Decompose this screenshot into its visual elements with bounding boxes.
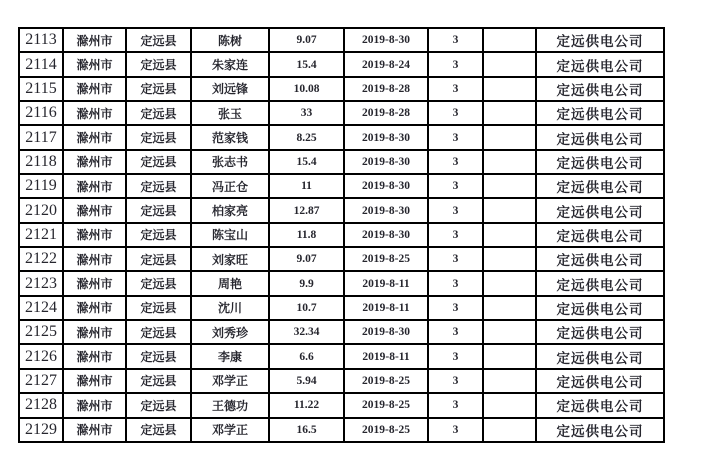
cell-count: 3 — [428, 77, 483, 101]
cell-amount: 9.07 — [269, 28, 344, 52]
cell-amount: 11.22 — [269, 393, 344, 417]
cell-county: 定远县 — [126, 369, 191, 393]
cell-count: 3 — [428, 150, 483, 174]
cell-person-name: 冯正仓 — [191, 174, 269, 198]
cell-county: 定远县 — [126, 125, 191, 149]
cell-person-name: 柏家亮 — [191, 198, 269, 222]
cell-date: 2019-8-30 — [344, 223, 428, 247]
cell-person-name: 陈宝山 — [191, 223, 269, 247]
cell-person-name: 王德功 — [191, 393, 269, 417]
cell-county: 定远县 — [126, 393, 191, 417]
cell-blank — [483, 198, 536, 222]
cell-date: 2019-8-30 — [344, 174, 428, 198]
cell-county: 定远县 — [126, 223, 191, 247]
cell-blank — [483, 101, 536, 125]
cell-county: 定远县 — [126, 198, 191, 222]
cell-city: 滁州市 — [63, 247, 126, 271]
cell-blank — [483, 28, 536, 52]
cell-company: 定远供电公司 — [536, 77, 664, 101]
cell-company: 定远供电公司 — [536, 28, 664, 52]
cell-row-number: 2128 — [19, 393, 63, 417]
cell-person-name: 张志书 — [191, 150, 269, 174]
cell-county: 定远县 — [126, 296, 191, 320]
cell-county: 定远县 — [126, 101, 191, 125]
cell-person-name: 刘远锋 — [191, 77, 269, 101]
cell-count: 3 — [428, 52, 483, 76]
cell-date: 2019-8-11 — [344, 271, 428, 295]
cell-city: 滁州市 — [63, 77, 126, 101]
cell-row-number: 2119 — [19, 174, 63, 198]
cell-amount: 11 — [269, 174, 344, 198]
cell-date: 2019-8-24 — [344, 52, 428, 76]
cell-city: 滁州市 — [63, 150, 126, 174]
cell-amount: 9.07 — [269, 247, 344, 271]
cell-city: 滁州市 — [63, 52, 126, 76]
table-row — [19, 320, 664, 344]
cell-row-number: 2123 — [19, 271, 63, 295]
cell-company: 定远供电公司 — [536, 101, 664, 125]
cell-county: 定远县 — [126, 320, 191, 344]
cell-person-name: 刘家旺 — [191, 247, 269, 271]
cell-company: 定远供电公司 — [536, 125, 664, 149]
cell-company: 定远供电公司 — [536, 271, 664, 295]
cell-county: 定远县 — [126, 77, 191, 101]
cell-city: 滁州市 — [63, 393, 126, 417]
cell-company: 定远供电公司 — [536, 198, 664, 222]
records-table-body — [19, 28, 664, 442]
cell-city: 滁州市 — [63, 418, 126, 443]
cell-row-number: 2127 — [19, 369, 63, 393]
cell-county: 定远县 — [126, 52, 191, 76]
cell-blank — [483, 174, 536, 198]
cell-company: 定远供电公司 — [536, 223, 664, 247]
cell-row-number: 2117 — [19, 125, 63, 149]
cell-amount: 10.7 — [269, 296, 344, 320]
table-row — [19, 418, 664, 443]
cell-count: 3 — [428, 247, 483, 271]
table-row — [19, 28, 664, 52]
cell-amount: 10.08 — [269, 77, 344, 101]
cell-blank — [483, 344, 536, 368]
cell-county: 定远县 — [126, 344, 191, 368]
cell-company: 定远供电公司 — [536, 344, 664, 368]
cell-city: 滁州市 — [63, 320, 126, 344]
cell-count: 3 — [428, 369, 483, 393]
cell-city: 滁州市 — [63, 174, 126, 198]
records-table — [18, 27, 665, 443]
cell-person-name: 刘秀珍 — [191, 320, 269, 344]
cell-date: 2019-8-30 — [344, 28, 428, 52]
cell-blank — [483, 393, 536, 417]
table-row — [19, 369, 664, 393]
cell-count: 3 — [428, 198, 483, 222]
cell-date: 2019-8-28 — [344, 101, 428, 125]
cell-person-name: 李康 — [191, 344, 269, 368]
cell-amount: 11.8 — [269, 223, 344, 247]
cell-count: 3 — [428, 28, 483, 52]
cell-row-number: 2121 — [19, 223, 63, 247]
cell-amount: 15.4 — [269, 150, 344, 174]
cell-date: 2019-8-25 — [344, 247, 428, 271]
cell-row-number: 2125 — [19, 320, 63, 344]
cell-blank — [483, 77, 536, 101]
cell-city: 滁州市 — [63, 101, 126, 125]
cell-blank — [483, 52, 536, 76]
cell-city: 滁州市 — [63, 28, 126, 52]
cell-person-name: 周艳 — [191, 271, 269, 295]
cell-blank — [483, 418, 536, 443]
table-row — [19, 198, 664, 222]
cell-amount: 8.25 — [269, 125, 344, 149]
cell-date: 2019-8-25 — [344, 418, 428, 443]
cell-person-name: 陈树 — [191, 28, 269, 52]
cell-count: 3 — [428, 418, 483, 443]
cell-person-name: 范家钱 — [191, 125, 269, 149]
cell-blank — [483, 150, 536, 174]
table-row — [19, 247, 664, 271]
cell-city: 滁州市 — [63, 296, 126, 320]
cell-count: 3 — [428, 223, 483, 247]
cell-city: 滁州市 — [63, 125, 126, 149]
cell-date: 2019-8-30 — [344, 198, 428, 222]
cell-company: 定远供电公司 — [536, 174, 664, 198]
cell-count: 3 — [428, 344, 483, 368]
cell-count: 3 — [428, 320, 483, 344]
cell-city: 滁州市 — [63, 369, 126, 393]
cell-row-number: 2113 — [19, 28, 63, 52]
table-row — [19, 296, 664, 320]
table-row — [19, 223, 664, 247]
cell-date: 2019-8-28 — [344, 77, 428, 101]
cell-company: 定远供电公司 — [536, 247, 664, 271]
cell-amount: 16.5 — [269, 418, 344, 443]
cell-person-name: 沈川 — [191, 296, 269, 320]
cell-city: 滁州市 — [63, 223, 126, 247]
cell-date: 2019-8-11 — [344, 296, 428, 320]
cell-person-name: 邓学正 — [191, 369, 269, 393]
cell-amount: 33 — [269, 101, 344, 125]
cell-row-number: 2118 — [19, 150, 63, 174]
cell-city: 滁州市 — [63, 271, 126, 295]
cell-blank — [483, 369, 536, 393]
cell-date: 2019-8-30 — [344, 125, 428, 149]
cell-county: 定远县 — [126, 418, 191, 443]
cell-company: 定远供电公司 — [536, 369, 664, 393]
cell-county: 定远县 — [126, 150, 191, 174]
cell-county: 定远县 — [126, 247, 191, 271]
cell-row-number: 2115 — [19, 77, 63, 101]
cell-date: 2019-8-30 — [344, 320, 428, 344]
cell-amount: 12.87 — [269, 198, 344, 222]
cell-count: 3 — [428, 125, 483, 149]
cell-blank — [483, 320, 536, 344]
cell-row-number: 2126 — [19, 344, 63, 368]
table-row — [19, 52, 664, 76]
cell-county: 定远县 — [126, 174, 191, 198]
cell-city: 滁州市 — [63, 198, 126, 222]
cell-row-number: 2114 — [19, 52, 63, 76]
cell-county: 定远县 — [126, 28, 191, 52]
table-row — [19, 77, 664, 101]
cell-blank — [483, 247, 536, 271]
table-row — [19, 125, 664, 149]
cell-row-number: 2122 — [19, 247, 63, 271]
cell-amount: 15.4 — [269, 52, 344, 76]
cell-count: 3 — [428, 296, 483, 320]
cell-amount: 5.94 — [269, 369, 344, 393]
cell-row-number: 2116 — [19, 101, 63, 125]
cell-person-name: 邓学正 — [191, 418, 269, 443]
cell-amount: 9.9 — [269, 271, 344, 295]
cell-blank — [483, 296, 536, 320]
cell-company: 定远供电公司 — [536, 150, 664, 174]
table-row — [19, 150, 664, 174]
cell-row-number: 2129 — [19, 418, 63, 443]
cell-date: 2019-8-11 — [344, 344, 428, 368]
table-row — [19, 344, 664, 368]
cell-company: 定远供电公司 — [536, 52, 664, 76]
cell-date: 2019-8-25 — [344, 393, 428, 417]
cell-count: 3 — [428, 393, 483, 417]
cell-person-name: 张玉 — [191, 101, 269, 125]
cell-row-number: 2120 — [19, 198, 63, 222]
cell-blank — [483, 125, 536, 149]
table-row — [19, 101, 664, 125]
table-row — [19, 271, 664, 295]
table-row — [19, 393, 664, 417]
cell-count: 3 — [428, 271, 483, 295]
cell-date: 2019-8-25 — [344, 369, 428, 393]
cell-company: 定远供电公司 — [536, 393, 664, 417]
cell-amount: 6.6 — [269, 344, 344, 368]
cell-blank — [483, 223, 536, 247]
cell-count: 3 — [428, 101, 483, 125]
cell-city: 滁州市 — [63, 344, 126, 368]
cell-row-number: 2124 — [19, 296, 63, 320]
cell-amount: 32.34 — [269, 320, 344, 344]
cell-county: 定远县 — [126, 271, 191, 295]
cell-count: 3 — [428, 174, 483, 198]
cell-person-name: 朱家连 — [191, 52, 269, 76]
cell-company: 定远供电公司 — [536, 418, 664, 443]
cell-company: 定远供电公司 — [536, 296, 664, 320]
cell-company: 定远供电公司 — [536, 320, 664, 344]
cell-date: 2019-8-30 — [344, 150, 428, 174]
cell-blank — [483, 271, 536, 295]
table-row — [19, 174, 664, 198]
